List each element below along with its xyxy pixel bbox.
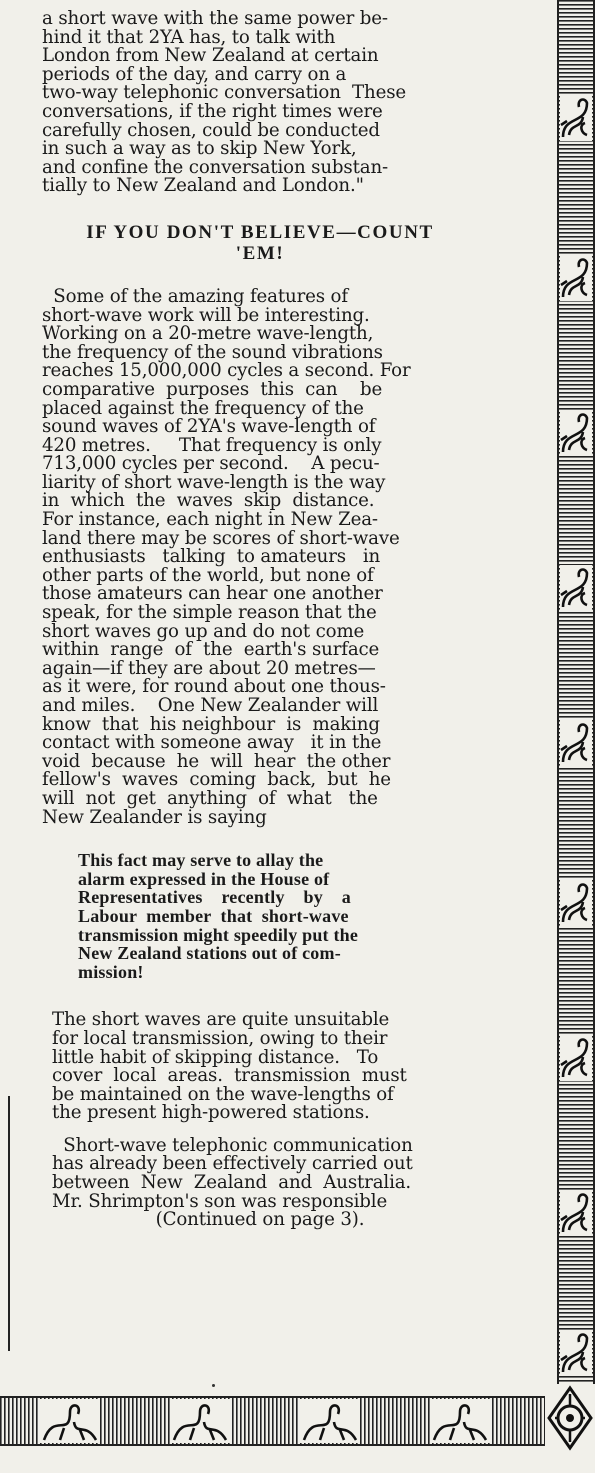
ornamental-border-right [557,0,595,1390]
text-line: Some of the amazing features of [42,285,348,307]
text-line: comparative purposes this can be [42,378,383,400]
heading-line-1: IF YOU DON'T BELIEVE—COUNT [86,221,434,243]
text-line: and miles. One New Zealander will [42,695,379,716]
print-speck [212,1384,215,1387]
text-line: a short wave with the same power be- [42,8,388,29]
text-line: 713,000 cycles per second. A pecu- [42,453,380,475]
text-line: New Zealander is saying [42,806,267,828]
text-line: other parts of the world, but none of [42,564,374,586]
text-line: fellow's waves coming back, but he [42,769,391,791]
text-line: alarm expressed in the House of [78,868,330,889]
section-heading [42,222,478,264]
text-line: periods of the day, and carry on a [42,63,347,85]
text-line: mission! [78,961,144,982]
text-line: reaches 15,000,000 cycles a second. For [42,360,411,382]
text-line: know that his neighbour is making [42,713,380,735]
paragraph-australia [42,1134,478,1212]
text-line: in such a way as to skip New York, [42,138,357,160]
text-line: placed against the frequency of the [42,397,364,419]
text-line: two-way telephonic conversation These [42,82,407,104]
text-line: London from New Zealand at certain [42,45,379,67]
text-line: sound waves of 2YA's wave-length of [42,416,376,438]
text-line: The short waves are quite unsuitable [52,1009,390,1031]
text-line: contact with someone away it in the [42,732,382,754]
text-line: within range of the earth's surface [42,639,380,661]
text-line: 420 metres. That frequency is only [42,434,382,456]
text-line: has already been effectively carried out [52,1153,413,1175]
text-line: New Zealand stations out of com- [78,943,341,964]
text-line: cover local areas. transmission must [52,1065,407,1087]
ornamental-border-bottom [0,1392,548,1448]
corner-medallion-icon [545,1384,595,1452]
text-line: This fact may serve to allay the [78,850,324,871]
text-line: and confine the conversation substan- [42,156,389,178]
heading-line-2: 'EM! [235,242,285,264]
text-line: speak, for the simple reason that the [42,602,377,624]
intro-paragraph [42,10,478,196]
text-line: little habit of skipping distance. To [52,1046,379,1068]
text-line: will not get anything of what the [42,787,378,809]
text-line: the present high-powered stations. [52,1102,370,1124]
article-column [42,10,478,1230]
text-line: be maintained on the wave-lengths of [52,1083,394,1105]
continued-note: (Continued on page 3). [155,1209,365,1231]
column-rule [8,1096,10,1351]
text-line: Mr. Shrimpton's son was responsible [52,1190,388,1212]
text-line: tially to New Zealand and London." [42,175,364,197]
text-line: land there may be scores of short-wave [42,527,400,549]
text-line: carefully chosen, could be conducted [42,119,380,141]
text-line: liarity of short wave-length is the way [42,471,386,493]
text-line: hind it that 2YA has, to talk with [42,26,336,48]
text-line: transmission might speedily put the [78,924,359,945]
text-line: conversations, if the right times were [42,100,383,122]
text-line: short-wave work will be interesting. [42,304,370,326]
text-line: Working on a 20-metre wave-length, [42,323,374,345]
text-line: the frequency of the sound vibrations [42,341,383,363]
text-line: those amateurs can hear one another [42,583,383,605]
paragraph-local-transmission [42,1011,478,1123]
text-line: again—if they are about 20 metres— [42,657,376,679]
text-line: in which the waves skip distance. [42,490,375,512]
text-line: enthusiasts talking to amateurs in [42,546,381,568]
text-line: short waves go up and do not come [42,620,365,642]
text-line: between New Zealand and Australia. [52,1172,412,1194]
text-line: Short-wave telephonic communication [52,1134,413,1156]
text-line: Labour member that short-wave [78,905,349,926]
text-line: Representatives recently by a [78,887,351,908]
text-line: For instance, each night in New Zea- [42,509,378,531]
text-line: void because he will hear the other [42,750,391,772]
text-line: for local transmission, owing to their [52,1027,388,1049]
boxed-note [78,851,478,981]
body-paragraph [42,285,478,828]
text-line: as it were, for round about one thous- [42,676,386,698]
